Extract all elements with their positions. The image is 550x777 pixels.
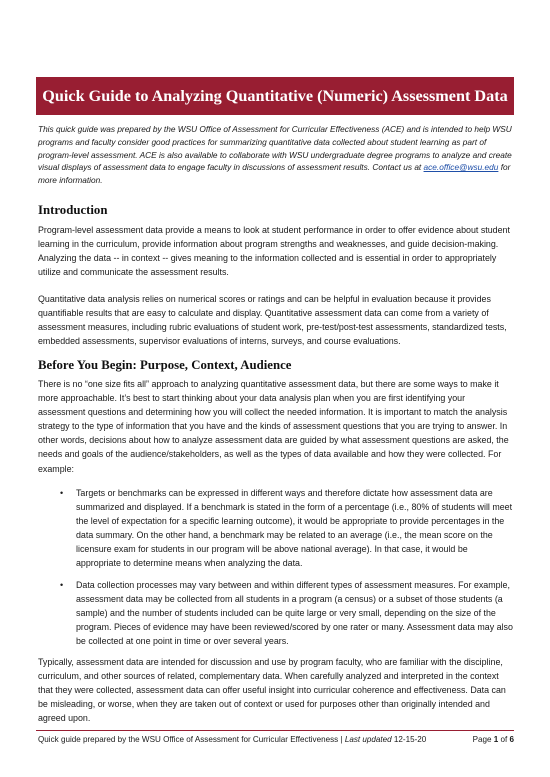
title-banner: [36, 77, 514, 115]
introduction-paragraph-1: Program-level assessment data provide a means to look at student performance in order to offer evidence about student learning in the curriculum, provide information about program strengths and weaknesses, and guide decision-making. Analyzing the data -- in context -- gives meaning to the information collected and is essential in order to appropriately utilize and communicate the assessment results.: [38, 225, 510, 278]
before-paragraph-1: There is no “one size fits all” approach to analyzing quantitative assessment data, but there are some ways to make it more approachable. It’s best to start thinking about your data analysis plan when you are first identifying your assessment questions and determining how you will collect the needed information. It is important to match the analysis strategy to the type of information that you have and the kinds of assessment questions that you are trying to answer. In other words, decisions about how to analyze assessment data are guided by what assessment questions are asked, the needs and goals of the audience/stakeholders, as well as the types of data available and how they were collected. For example:: [38, 379, 509, 474]
footer-credit-text: Quick guide prepared by the WSU Office of Assessment for Curricular Effectiveness |: [38, 735, 345, 744]
introduction-heading: Introduction: [38, 203, 108, 217]
page-current: 1: [493, 735, 499, 744]
document-title: Quick Guide to Analyzing Quantitative (Numeric) Assessment Data: [42, 86, 508, 105]
footer-divider: [36, 730, 514, 731]
contact-email-link[interactable]: ace.office@wsu.edu: [423, 162, 499, 173]
page-number: [473, 735, 514, 744]
page-total: 6: [509, 735, 514, 744]
page-footer: [38, 735, 514, 744]
list-item: [38, 486, 514, 571]
introduction-paragraph-2: Quantitative data analysis relies on numerical scores or ratings and can be helpful in evaluation because it provides quantifiable results that are easy to calculate and display. Quantitative assessment data can come from a variety of assessment measures, including rubric evaluations of student work, pre-test/post-test assessments, standardized tests, embedded assessments, supervisor evaluations of interns, surveys, and course evaluations.: [38, 294, 507, 347]
page-prefix: Page: [472, 735, 494, 744]
list-item: [38, 578, 514, 648]
intro-text: This quick guide was prepared by the WSU Office of Assessment for Curricular Effectiveness (ACE) and is intended to help WSU programs and faculty consider good practices for summarizing quantitative data collected about student learning as part of program-level assessment. ACE is also available to collaborate with WSU undergraduate degree programs to analyze and create visual displays of assessment data to engage faculty in discussions of assessment results. Contact us at: [38, 124, 512, 173]
bullet-icon: •: [60, 488, 64, 498]
before-paragraph-2: Typically, assessment data are intended for discussion and use by program faculty, who are familiar with the discipline, curriculum, and other sources of related, complementary data. When carefully analyzed and interpreted in the context that they were collected, assessment data can offer useful insight into curricular coherence and effectiveness. Data can be misleading, or worse, when they are taken out of context or used for purposes other than originally intended and agreed upon.: [38, 657, 506, 724]
last-updated-label: Last updated: [344, 735, 392, 744]
before-you-begin-heading: Before You Begin: Purpose, Context, Audience: [38, 358, 292, 372]
page-of: of: [498, 735, 510, 744]
footer-credit: [38, 735, 426, 744]
bullet-text: Data collection processes may vary between and within different types of assessment measures. For example, assessment data may be collected from all students in a program (a census) or a subset of those students (a sample) and the number of students included can be quite large or very small, depending on the size of the program. Pieces of evidence may have been reviewed/scored by one rater or many. Assessment data may also be collected at one point in time or over several years.: [76, 579, 513, 646]
intro-text-end: for more information.: [38, 162, 511, 186]
intro-note: [38, 123, 514, 187]
bullet-icon: •: [60, 579, 64, 590]
bullet-text: Targets or benchmarks can be expressed in different ways and therefore dictate how assessment data are summarized and displayed. If a benchmark is stated in the form of a percentage (i.e., 80% of students will meet the level of expectation for a specific learning outcome), it would be appropriate to provide percentages in the data summary. On the other hand, a benchmark may be related to an average (i.e., the mean score on the licensure exam for students in our program will be above national average). In that case, it would be appropriate to determine means when analyzing the data.: [76, 488, 513, 569]
last-updated-date: 12-15-20: [391, 735, 427, 744]
example-bullet-list: [38, 486, 514, 648]
